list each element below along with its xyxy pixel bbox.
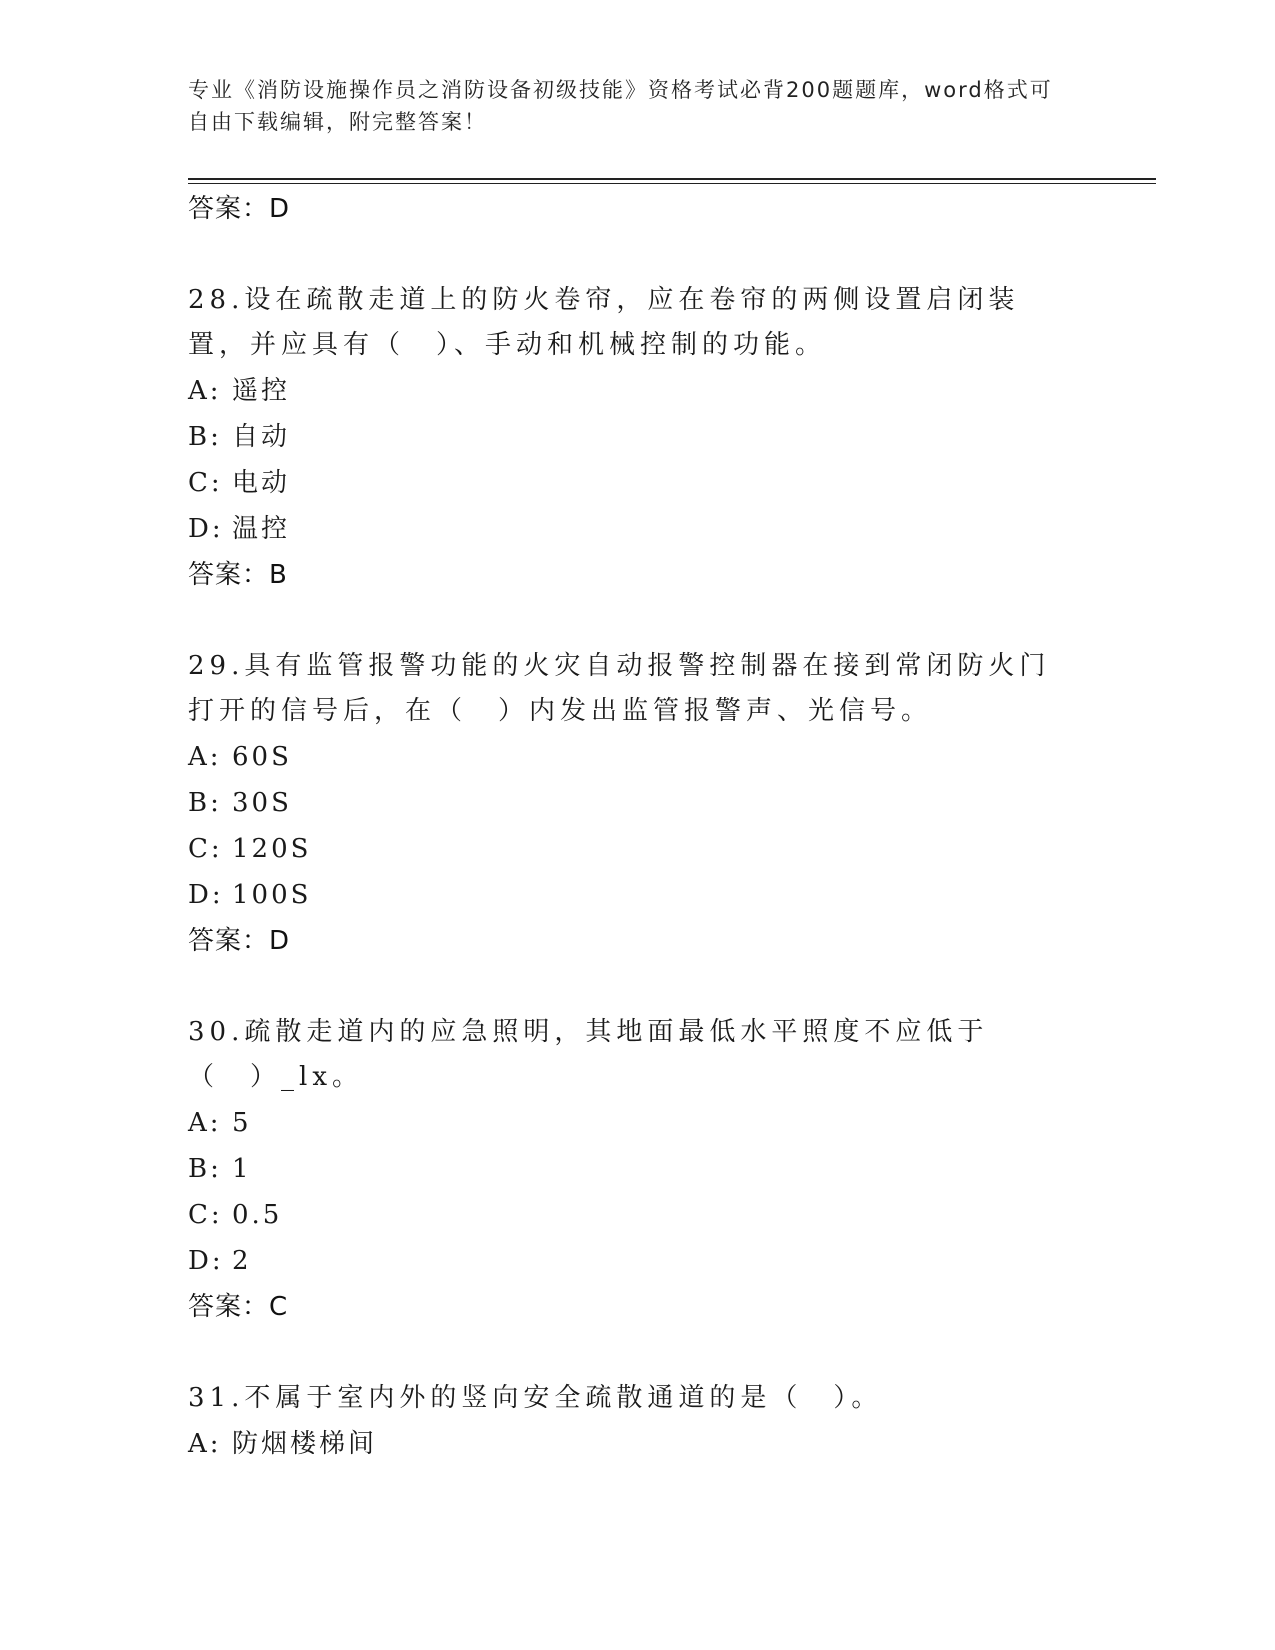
option-text: 2 [232, 1246, 252, 1276]
option-a [188, 1421, 1088, 1467]
question-31 [188, 1376, 1088, 1467]
option-text: 5 [232, 1108, 252, 1138]
option-letter: A: [188, 1429, 222, 1459]
question-30 [188, 1010, 1088, 1330]
answer-line: 答案：C [188, 1292, 289, 1322]
option-text: 60S [232, 742, 292, 772]
option-text: 电动 [232, 468, 291, 498]
page-header: 专业《消防设施操作员之消防设备初级技能》资格考试必背200题题库，word格式可自由下载编辑，附完整答案！ [188, 78, 1053, 134]
option-letter: B: [188, 788, 222, 818]
option-a [188, 734, 1088, 780]
option-c [188, 826, 1088, 872]
option-c [188, 460, 1088, 506]
option-letter: D: [188, 514, 224, 544]
option-letter: A: [188, 742, 222, 772]
question-text: 31.不属于室内外的竖向安全疏散通道的是（ ）。 [188, 1383, 883, 1413]
option-letter: C: [188, 1200, 223, 1230]
option-letter: B: [188, 1154, 222, 1184]
option-text: 温控 [232, 514, 291, 544]
header-divider-thin [188, 183, 1156, 184]
option-letter: C: [188, 468, 223, 498]
option-d [188, 872, 1088, 918]
header-divider [188, 178, 1156, 180]
spacer [188, 964, 1088, 1010]
option-text: 遥控 [232, 376, 291, 406]
option-text: 100S [232, 880, 312, 910]
answer-line: 答案：D [188, 926, 291, 956]
option-b [188, 780, 1088, 826]
option-text: 防烟楼梯间 [232, 1429, 378, 1459]
option-d [188, 1238, 1088, 1284]
option-letter: A: [188, 376, 222, 406]
option-a [188, 1100, 1088, 1146]
option-a [188, 368, 1088, 414]
question-text: 28.设在疏散走道上的防火卷帘，应在卷帘的两侧设置启闭装置，并应具有（ ）、手动和机械控制的功能。 [188, 285, 1020, 360]
spacer [188, 1330, 1088, 1376]
question-28 [188, 278, 1088, 598]
option-letter: D: [188, 880, 224, 910]
answer-line: 答案：D [188, 194, 291, 224]
question-text: 29.具有监管报警功能的火灾自动报警控制器在接到常闭防火门打开的信号后，在（ ）内发出监管报警声、光信号。 [188, 651, 1051, 726]
option-b [188, 414, 1088, 460]
option-letter: C: [188, 834, 223, 864]
question-29 [188, 644, 1088, 964]
option-d [188, 506, 1088, 552]
option-text: 120S [232, 834, 312, 864]
option-letter: D: [188, 1246, 224, 1276]
option-letter: A: [188, 1108, 222, 1138]
spacer [188, 232, 1088, 278]
option-text: 30S [232, 788, 292, 818]
question-text: 30.疏散走道内的应急照明，其地面最低水平照度不应低于（ ）_lx。 [188, 1017, 989, 1092]
spacer [188, 598, 1088, 644]
option-b [188, 1146, 1088, 1192]
question-list [188, 186, 1088, 1467]
option-text: 自动 [232, 422, 291, 452]
option-text: 0.5 [232, 1200, 283, 1230]
option-text: 1 [232, 1154, 252, 1184]
answer-line: 答案：B [188, 560, 288, 590]
option-c [188, 1192, 1088, 1238]
option-letter: B: [188, 422, 222, 452]
